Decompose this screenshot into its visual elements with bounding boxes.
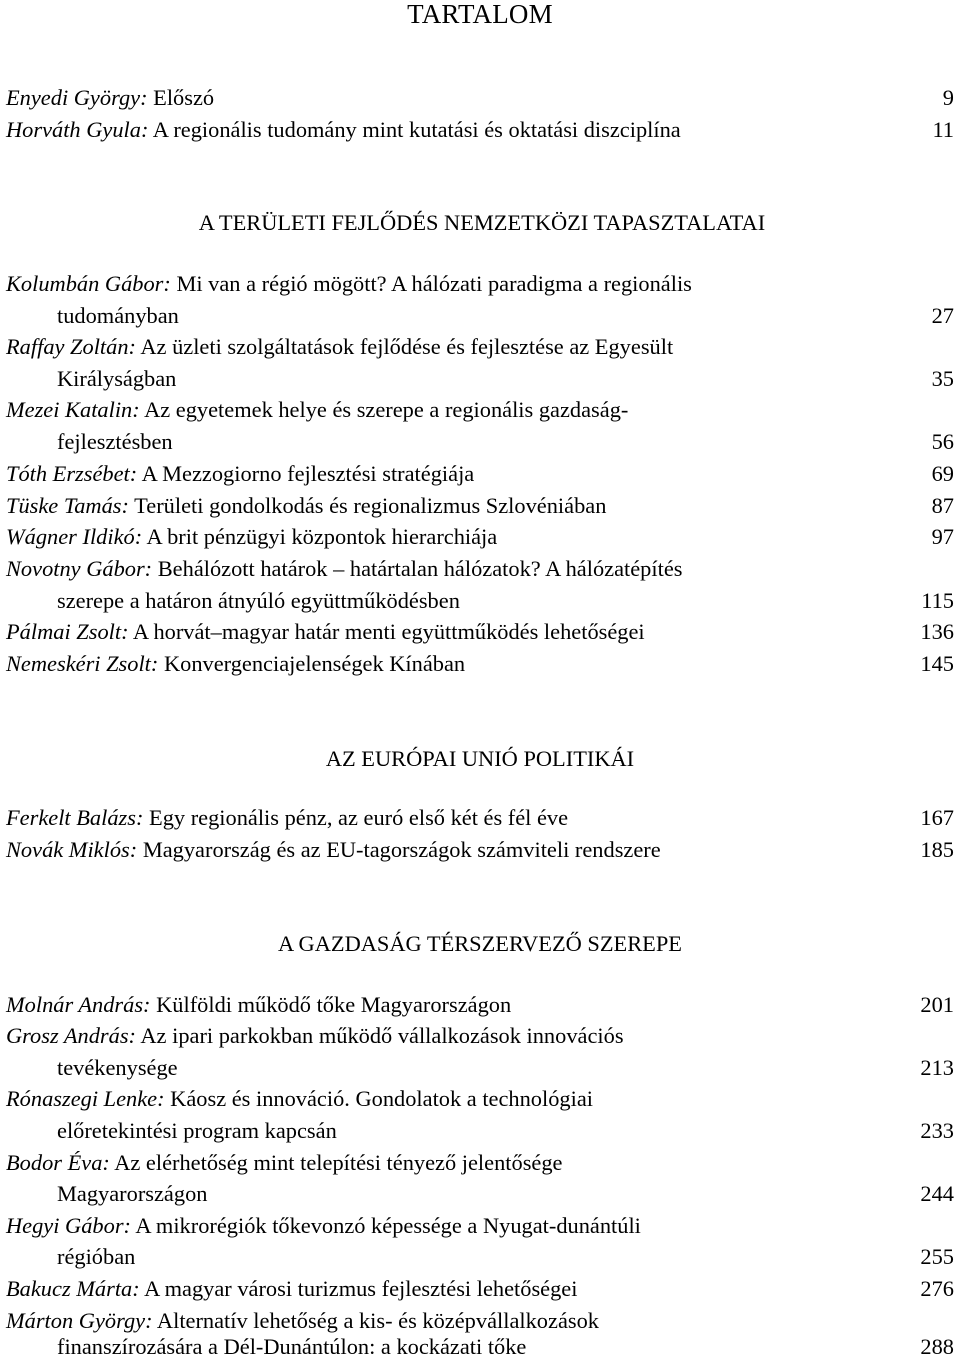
toc-entry bbox=[6, 648, 954, 680]
toc-entry-continuation bbox=[57, 1241, 954, 1273]
toc-entry bbox=[6, 268, 954, 300]
entry-title: Magyarország és az EU-tagországok számviteli rendszere bbox=[142, 837, 661, 862]
entry-title-continuation: tevékenysége bbox=[57, 1055, 178, 1080]
entry-author: Pálmai Zsolt: bbox=[6, 619, 129, 644]
entry-title: Az elérhetőség mint telepítési tényező jelentősége bbox=[114, 1150, 563, 1175]
entry-title: A Mezzogiorno fejlesztési stratégiája bbox=[141, 461, 475, 486]
entry-title: A regionális tudomány mint kutatási és oktatási diszciplína bbox=[152, 117, 681, 142]
entry-title-continuation: Magyarországon bbox=[57, 1181, 208, 1206]
entry-page-number: 27 bbox=[931, 303, 954, 328]
toc-entry bbox=[6, 802, 954, 834]
entry-page-number: 167 bbox=[920, 805, 954, 830]
entry-page-number: 145 bbox=[920, 651, 954, 676]
entry-title: A magyar városi turizmus fejlesztési lehetőségei bbox=[144, 1276, 578, 1301]
entry-page-number: 11 bbox=[932, 117, 954, 142]
toc-entry bbox=[6, 616, 954, 648]
entry-title: Az ipari parkokban működő vállalkozások innovációs bbox=[140, 1023, 624, 1048]
entry-page-number: 288 bbox=[920, 1334, 954, 1359]
toc-entry bbox=[6, 834, 954, 866]
entry-title: A mikrorégiók tőkevonzó képessége a Nyugat-dunántúli bbox=[135, 1213, 641, 1238]
entry-author: Enyedi György: bbox=[6, 85, 148, 110]
entry-title-continuation: tudományban bbox=[57, 303, 179, 328]
entry-title-continuation: szerepe a határon átnyúló együttműködésben bbox=[57, 588, 460, 613]
toc-entry bbox=[6, 82, 954, 114]
section-heading: AZ EURÓPAI UNIÓ POLITIKÁI bbox=[325, 746, 635, 771]
entry-page-number: 56 bbox=[931, 429, 954, 454]
entry-title: Behálózott határok – határtalan hálózatok? A hálózatépítés bbox=[157, 556, 683, 581]
entry-title-continuation: előretekintési program kapcsán bbox=[57, 1118, 337, 1143]
entry-title: Káosz és innováció. Gondolatok a technológiai bbox=[170, 1086, 593, 1111]
entry-page-number: 69 bbox=[931, 461, 954, 486]
entry-author: Tüske Tamás: bbox=[6, 493, 129, 518]
entry-title: Konvergenciajelenségek Kínában bbox=[163, 651, 466, 676]
page-title: TARTALOM bbox=[407, 0, 553, 29]
entry-title-continuation: Királyságban bbox=[57, 366, 177, 391]
entry-author: Kolumbán Gábor: bbox=[6, 271, 171, 296]
entry-title: Egy regionális pénz, az euró első két és fél éve bbox=[149, 805, 569, 830]
toc-entry bbox=[6, 331, 954, 363]
entry-title-continuation: régióban bbox=[57, 1244, 136, 1269]
entry-author: Tóth Erzsébet: bbox=[6, 461, 138, 486]
entry-author: Molnár András: bbox=[6, 992, 151, 1017]
entry-page-number: 97 bbox=[931, 524, 954, 549]
toc-entry-continuation bbox=[57, 585, 954, 617]
entry-author: Wágner Ildikó: bbox=[6, 524, 143, 549]
entry-page-number: 115 bbox=[921, 588, 954, 613]
section-heading: A GAZDASÁG TÉRSZERVEZŐ SZEREPE bbox=[278, 931, 682, 956]
entry-author: Raffay Zoltán: bbox=[6, 334, 136, 359]
toc-entry-continuation bbox=[57, 1052, 954, 1084]
toc-entry bbox=[6, 394, 954, 426]
entry-title: Az üzleti szolgáltatások fejlődése és fejlesztése az Egyesült bbox=[140, 334, 674, 359]
toc-entry bbox=[6, 490, 954, 522]
toc-entry bbox=[6, 114, 954, 146]
entry-author: Ferkelt Balázs: bbox=[6, 805, 144, 830]
entry-author: Bakucz Márta: bbox=[6, 1276, 140, 1301]
entry-title: A brit pénzügyi központok hierarchiája bbox=[146, 524, 498, 549]
toc-entry-continuation bbox=[57, 1178, 954, 1210]
entry-author: Bodor Éva: bbox=[6, 1150, 110, 1175]
toc-entry bbox=[6, 1083, 954, 1115]
entry-page-number: 185 bbox=[920, 837, 954, 862]
toc-entry bbox=[6, 521, 954, 553]
toc-entry bbox=[6, 458, 954, 490]
toc-entry-continuation bbox=[57, 426, 954, 458]
entry-author: Novotny Gábor: bbox=[6, 556, 153, 581]
entry-page-number: 255 bbox=[920, 1244, 954, 1269]
entry-title-continuation: fejlesztésben bbox=[57, 429, 173, 454]
entry-title-continuation: finanszírozására a Dél-Dunántúlon: a kockázati tőke bbox=[57, 1334, 527, 1359]
entry-author: Márton György: bbox=[6, 1308, 153, 1333]
entry-author: Grosz András: bbox=[6, 1023, 137, 1048]
entry-author: Mezei Katalin: bbox=[6, 397, 140, 422]
entry-page-number: 276 bbox=[920, 1276, 954, 1301]
toc-entry-continuation bbox=[57, 1331, 954, 1363]
entry-author: Novák Miklós: bbox=[6, 837, 138, 862]
entry-title: Külföldi működő tőke Magyarországon bbox=[156, 992, 512, 1017]
toc-entry-continuation bbox=[57, 1115, 954, 1147]
entry-page-number: 233 bbox=[920, 1118, 954, 1143]
entry-author: Rónaszegi Lenke: bbox=[6, 1086, 165, 1111]
entry-author: Nemeskéri Zsolt: bbox=[6, 651, 159, 676]
toc-entry bbox=[6, 989, 954, 1021]
toc-entry-continuation bbox=[57, 300, 954, 332]
entry-author: Horváth Gyula: bbox=[6, 117, 149, 142]
toc-entry-continuation bbox=[57, 363, 954, 395]
entry-title: Előszó bbox=[153, 85, 215, 110]
entry-title: Alternatív lehetőség a kis- és középvállalkozások bbox=[156, 1308, 599, 1333]
entry-page-number: 213 bbox=[920, 1055, 954, 1080]
entry-author: Hegyi Gábor: bbox=[6, 1213, 131, 1238]
entry-page-number: 201 bbox=[920, 992, 954, 1017]
toc-entry bbox=[6, 1020, 954, 1052]
entry-page-number: 244 bbox=[920, 1181, 954, 1206]
toc-entry bbox=[6, 1210, 954, 1242]
entry-title: Területi gondolkodás és regionalizmus Szlovéniában bbox=[134, 493, 607, 518]
entry-title: Az egyetemek helye és szerepe a regionális gazdaság- bbox=[144, 397, 629, 422]
entry-page-number: 35 bbox=[931, 366, 954, 391]
entry-page-number: 9 bbox=[942, 85, 954, 110]
section-heading: A TERÜLETI FEJLŐDÉS NEMZETKÖZI TAPASZTALATAI bbox=[198, 210, 766, 235]
toc-entry bbox=[6, 1147, 954, 1179]
entry-title: A horvát–magyar határ menti együttműködés lehetőségei bbox=[132, 619, 645, 644]
entry-page-number: 136 bbox=[920, 619, 954, 644]
toc-entry bbox=[6, 1273, 954, 1305]
entry-page-number: 87 bbox=[931, 493, 954, 518]
entry-title: Mi van a régió mögött? A hálózati paradigma a regionális bbox=[176, 271, 692, 296]
toc-entry bbox=[6, 553, 954, 585]
